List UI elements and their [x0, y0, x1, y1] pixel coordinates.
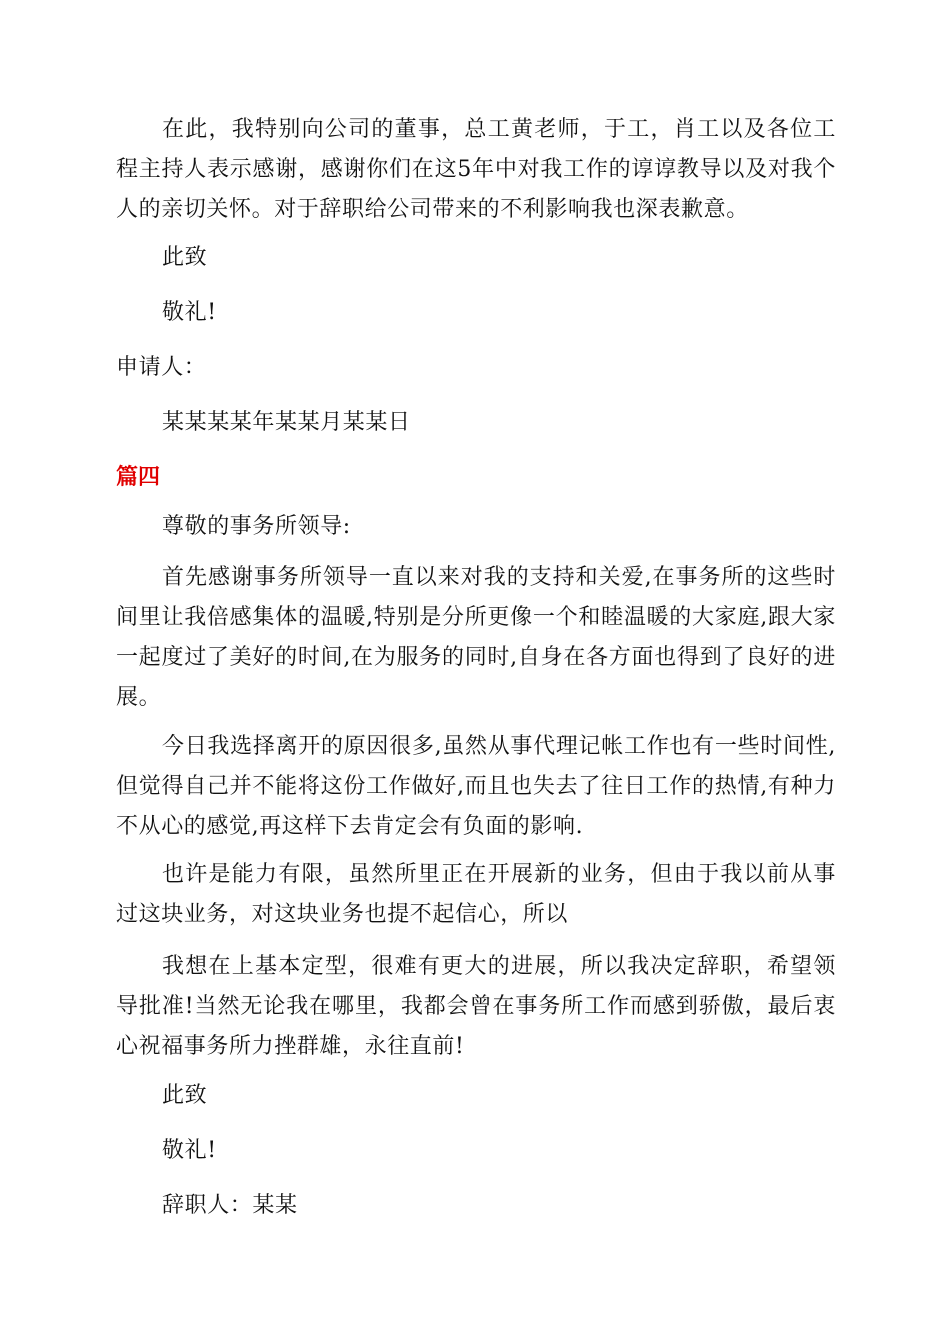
closing-salutation: 此致: [162, 245, 208, 270]
section-heading: 篇四: [116, 465, 161, 490]
paragraph-ability: 也许是能力有限，虽然所里正在开展新的业务，但由于我以前从事过这块业务，对这块业务也提不起信心，所以: [116, 862, 836, 927]
greeting-line: 尊敬的事务所领导:: [162, 514, 351, 539]
paragraph-decision: 我想在上基本定型，很难有更大的进展，所以我决定辞职，希望领导批准!当然无论我在哪里，我都会曾在事务所工作而感到骄傲，最后衷心祝福事务所力挫群雄，永往直前!: [116, 954, 836, 1059]
closing-regards: 敬礼!: [162, 300, 217, 325]
closing-salutation-2: 此致: [162, 1083, 208, 1108]
paragraph-reasons: 今日我选择离开的原因很多,虽然从事代理记帐工作也有一些时间性,但觉得自己并不能将这份工作做好,而且也失去了往日工作的热情,有种力不从心的感觉,再这样下去肯定会有负面的影响.: [116, 734, 836, 839]
paragraph-thanks: 在此，我特别向公司的董事，总工黄老师，于工，肖工以及各位工程主持人表示感谢，感谢你们在这5年中对我工作的谆谆教导以及对我个人的亲切关怀。对于辞职给公司带来的不利影响我也深表歉意。: [116, 117, 836, 222]
date-line: 某某某某年某某月某某日: [162, 410, 411, 435]
closing-regards-2: 敬礼!: [162, 1138, 217, 1163]
applicant-label: 申请人：: [116, 355, 207, 380]
signer-line: 辞职人：某某: [162, 1193, 298, 1218]
paragraph-gratitude: 首先感谢事务所领导一直以来对我的支持和关爱,在事务所的这些时间里让我倍感集体的温暖,特别是分所更像一个和睦温暖的大家庭,跟大家一起度过了美好的时间,在为服务的同时,自身在各方面也得到了良好的进展。: [116, 565, 836, 710]
